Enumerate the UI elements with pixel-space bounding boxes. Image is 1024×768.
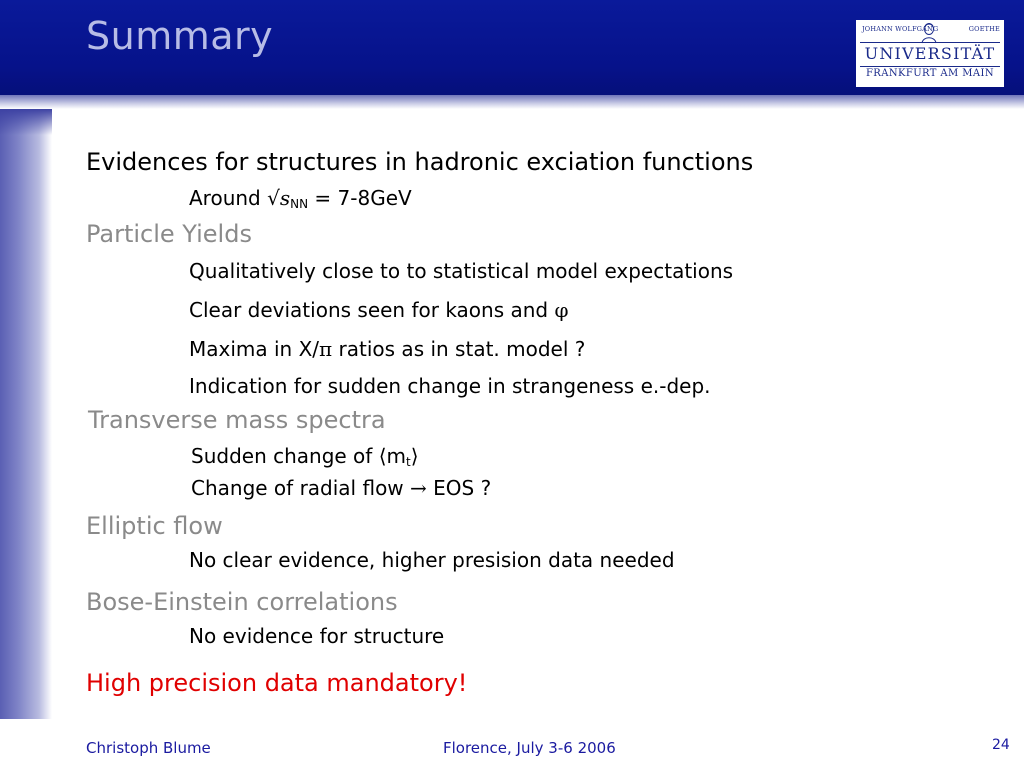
section-elliptic-flow: Elliptic flow — [86, 512, 223, 540]
elliptic-flow-item-1: No clear evidence, higher presision data needed — [189, 548, 675, 572]
section-particle-yields: Particle Yields — [86, 220, 252, 248]
section-bose-einstein: Bose-Einstein correlations — [86, 588, 398, 616]
pi-symbol: π — [319, 337, 333, 361]
logo-city: FRANKFURT AM MAIN — [865, 68, 995, 79]
logo-rule-bottom — [860, 66, 1000, 67]
university-logo — [856, 20, 1004, 87]
s-symbol: s — [279, 186, 291, 210]
py3-b: ratios as in stat. model ? — [332, 337, 586, 361]
left-gradient-bar — [0, 109, 52, 719]
logo-university: UNIVERSITÄT — [864, 44, 996, 63]
footer-author: Christoph Blume — [86, 739, 211, 757]
transverse-item-2 — [191, 476, 491, 500]
left-gradient-cap — [0, 109, 52, 135]
tm2-a: Change of radial flow — [191, 476, 411, 500]
footer-event: Florence, July 3-6 2006 — [443, 739, 616, 757]
phi-symbol: φ — [554, 298, 569, 322]
py3-a: Maxima in X/ — [189, 337, 320, 361]
py2-text: Clear deviations seen for kaons and — [189, 298, 555, 322]
logo-top-right: GOETHE — [968, 25, 1000, 33]
page-number: 24 — [992, 737, 1010, 753]
particle-yields-item-2 — [189, 298, 569, 322]
sqrt-symbol: √ — [267, 186, 280, 210]
tm2-b: EOS ? — [426, 476, 492, 500]
goethe-portrait-icon — [919, 22, 939, 44]
intro-line: Evidences for structures in hadronic exciation functions — [86, 148, 754, 176]
energy-value: = 7-8GeV — [308, 186, 412, 210]
m-symbol: m — [386, 444, 406, 468]
left-angle-bracket: ⟨ — [378, 444, 387, 468]
bose-einstein-item-1: No evidence for structure — [189, 624, 445, 648]
logo-top-left: JOHANN WOLFGANG — [862, 25, 939, 33]
conclusion-line: High precision data mandatory! — [86, 669, 468, 697]
energy-line — [189, 186, 412, 211]
nn-subscript: NN — [290, 197, 309, 211]
particle-yields-item-3 — [189, 337, 585, 361]
section-transverse-mass: Transverse mass spectra — [88, 406, 386, 434]
slide-title: Summary — [86, 14, 274, 58]
header-shadow — [0, 95, 1024, 109]
t-subscript: t — [406, 455, 411, 469]
arrow-right-icon: → — [410, 476, 427, 500]
right-angle-bracket: ⟩ — [410, 444, 419, 468]
transverse-item-1 — [191, 444, 419, 469]
tm1-a: Sudden change of — [191, 444, 379, 468]
particle-yields-item-1: Qualitatively close to to statistical model expectations — [189, 259, 734, 283]
particle-yields-item-4: Indication for sudden change in strangeness e.-dep. — [189, 374, 711, 398]
logo-rule-top — [860, 42, 1000, 43]
energy-prefix: Around — [189, 186, 268, 210]
